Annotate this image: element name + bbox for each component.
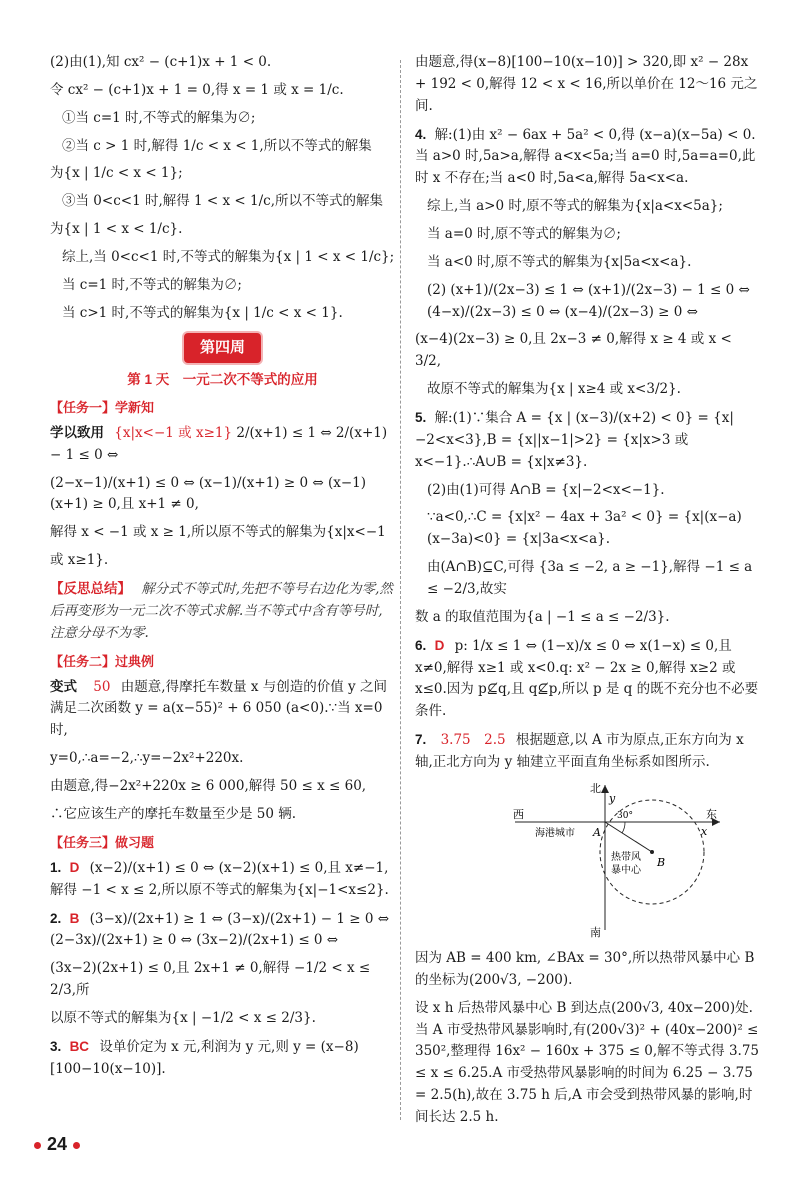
text-line: 因为 AB = 400 km, ∠BAx = 30°,所以热带风暴中心 B 的坐标为(200√3, −200).	[415, 949, 755, 988]
point-b	[650, 850, 654, 854]
question-number: 4.	[415, 126, 427, 142]
text-line: 为{x | 1 < x < 1/c}.	[50, 221, 183, 238]
text-line: 设 x h 后热带风暴中心 B 到达点(200√3, 40x−200)处.当 A 市受热带风暴影响时,有(200√3)² + (40x−200)² ≤ 350²,整理得 16x² − 160x + 375 ≤ 0,解不等式得 3.75 ≤ x ≤ 6.25.A 市受热带风暴影响的时间为 6.25 − 3.75 = 2.5(h),故在 3.75 h 后,A 市会受到热带风暴的影响,时间长达 2.5 h.	[415, 999, 760, 1125]
left-column	[50, 52, 395, 1087]
label-east: 东	[706, 807, 717, 821]
answer: BC	[69, 1038, 90, 1054]
y-axis-arrow	[601, 785, 609, 793]
text-line: 当 a=0 时,原不等式的解集为∅;	[427, 226, 621, 243]
xueyizhiyong-label: 学以致用	[50, 424, 104, 440]
solution: (3−x)/(2x+1) ≥ 1 ⇔ (3−x)/(2x+1) − 1 ≥ 0 ⇔ (2−3x)/(2x+1) ≥ 0 ⇔ (3x−2)/(2x+1) ≤ 0 ⇔	[50, 910, 390, 949]
text-line: 或 x≥1}.	[50, 552, 109, 569]
text-line: (x−4)(2x−3) ≥ 0,且 2x−3 ≠ 0,解得 x ≥ 4 或 x < 3/2,	[415, 331, 732, 370]
question-number: 3.	[50, 1038, 62, 1054]
question-number: 5.	[415, 410, 427, 426]
xueyizhiyong	[50, 422, 395, 467]
question-6	[415, 635, 760, 723]
question-7	[415, 729, 760, 774]
task3-heading: 【任务三】做习题	[50, 834, 155, 850]
question-3	[50, 1036, 395, 1081]
label-a: A	[593, 825, 601, 839]
page-number-text: 24	[47, 1134, 68, 1154]
xueyizhiyong-text: 2/(x+1) ≤ 1 ⇔ 2/(x+1) − 1 ≤ 0 ⇔	[50, 424, 388, 463]
question-5	[415, 407, 760, 474]
reflection	[50, 578, 395, 645]
variant	[50, 676, 395, 743]
text-line: 当 a<0 时,原不等式的解集为{x|5a<x<a}.	[427, 253, 692, 270]
text-line: 故原不等式的解集为{x | x≥4 或 x<3/2}.	[427, 381, 681, 398]
reflection-text: 解分式不等式时,先把不等号右边化为零,然后再变形为一元二次不等式求解.当不等式中含有等号时,注意分母不为零.	[50, 580, 393, 641]
coordinate-diagram	[505, 780, 735, 940]
task2-heading: 【任务二】过典例	[50, 653, 155, 669]
text-line: 为{x | 1/c < x < 1};	[50, 165, 183, 182]
text-line: 综上,当 0<c<1 时,不等式的解集为{x | 1 < x < 1/c};	[62, 249, 395, 266]
text-line: (2−x−1)/(x+1) ≤ 0 ⇔ (x−1)/(x+1) ≥ 0 ⇔ (x−1)(x+1) ≥ 0,且 x+1 ≠ 0,	[50, 474, 366, 513]
label-b: B	[657, 855, 666, 869]
week-title: 第四周	[184, 333, 261, 363]
variant-answer: 50	[93, 678, 111, 695]
text-line: y=0,∴a=−2,∴y=−2x²+220x.	[50, 750, 244, 767]
question-1	[50, 857, 395, 902]
label-storm-1: 热带风	[611, 851, 641, 863]
variant-label: 变式	[50, 678, 77, 694]
variant-text: 由题意,得摩托车数量 x 与创造的价值 y 之间满足二次函数 y = a(x−55)² + 6 050 (a<0).∵当 x=0 时,	[50, 678, 387, 739]
answer: D	[434, 637, 445, 653]
dot-icon	[73, 1142, 80, 1149]
text-line: (2)由(1)可得 A∩B = {x|−2<x<−1}.	[427, 481, 665, 498]
label-storm-2: 暴中心	[611, 864, 641, 876]
text-line: 由题意,得−2x²+220x ≥ 6 000,解得 50 ≤ x ≤ 60,	[50, 778, 367, 795]
text-line: (2) (x+1)/(2x−3) ≤ 1 ⇔ (x+1)/(2x−3) − 1 ≤ 0 ⇔ (4−x)/(2x−3) ≤ 0 ⇔ (x−4)/(2x−3) ≥ 0 ⇔	[427, 281, 750, 320]
right-column	[415, 52, 760, 1135]
text-line: (3x−2)(2x+1) ≤ 0,且 2x+1 ≠ 0,解得 −1/2 < x ≤ 2/3,所	[50, 960, 371, 999]
label-x: x	[701, 824, 708, 838]
text-line: 由(A∩B)⊆C,可得 {3a ≤ −2, a ≥ −1},解得 −1 ≤ a ≤ −2/3,故实	[427, 559, 753, 598]
segment-ab	[605, 822, 652, 852]
label-angle: 30°	[617, 810, 633, 821]
text-line: 数 a 的取值范围为{a | −1 ≤ a ≤ −2/3}.	[415, 608, 670, 625]
xueyizhiyong-answer: {x|x<−1 或 x≥1}	[114, 424, 233, 441]
page-number	[28, 1134, 86, 1155]
day-title: 第 1 天 一元二次不等式的应用	[127, 371, 318, 387]
question-number: 6.	[415, 637, 427, 653]
text-line: 当 c>1 时,不等式的解集为{x | 1/c < x < 1}.	[62, 304, 343, 321]
text-line: ①当 c=1 时,不等式的解集为∅;	[62, 109, 256, 126]
text-line: 由题意,得(x−8)[100−10(x−10)] > 320,即 x² − 28x + 192 < 0,解得 12 < x < 16,所以单价在 12～16 元之间.	[415, 54, 758, 114]
question-number: 7.	[415, 732, 427, 748]
text-line: ∴它应该生产的摩托车数量至少是 50 辆.	[50, 805, 297, 822]
dot-icon	[34, 1142, 41, 1149]
solution: 根据题意,以 A 市为原点,正东方向为 x 轴,正北方向为 y 轴建立平面直角坐标系如图所示.	[415, 732, 744, 771]
solution: 解:(1)由 x² − 6ax + 5a² < 0,得 (x−a)(x−5a) < 0.当 a>0 时,5a>a,解得 a<x<5a;当 a=0 时,5a=a=0,此时 x 不存在;当 a<0 时,5a<a,解得 5a<x<a.	[415, 126, 756, 187]
question-2	[50, 908, 395, 953]
label-y: y	[609, 791, 616, 805]
answer: 3.75 2.5	[440, 732, 506, 749]
coordinate-figure	[505, 780, 735, 940]
text-line: (2)由(1),知 cx² − (c+1)x + 1 < 0.	[50, 54, 272, 70]
text-line: 以原不等式的解集为{x | −1/2 < x ≤ 2/3}.	[50, 1009, 316, 1026]
solution: 解:(1)∵集合 A = {x | (x−3)/(x+2) < 0} = {x|−2<x<3},B = {x||x−1|>2} = {x|x>3 或 x<−1}.∴A∪B = {x|x≠3}.	[415, 410, 734, 470]
answer: D	[69, 859, 80, 875]
question-number: 2.	[50, 910, 62, 926]
label-city: 海港城市	[535, 827, 575, 839]
angle-arc	[622, 822, 625, 833]
text-line: ∵a<0,∴C = {x|x² − 4ax + 3a² < 0} = {x|(x−a)(x−3a)<0} = {x|3a<x<a}.	[427, 509, 742, 548]
solution: p: 1/x ≤ 1 ⇔ (1−x)/x ≤ 0 ⇔ x(1−x) ≤ 0,且 x≠0,解得 x≥1 或 x<0.q: x² − 2x ≥ 0,解得 x≥2 或 x≤0.因为 p⊈q,且 q⊈p,所以 p 是 q 的既不充分也不必要条件.	[415, 637, 759, 720]
reflection-label: 【反思总结】	[50, 580, 131, 596]
column-divider	[400, 60, 401, 1120]
question-4	[415, 124, 760, 191]
label-north: 北	[590, 781, 601, 795]
text-line: ②当 c > 1 时,解得 1/c < x < 1,所以不等式的解集	[62, 137, 372, 154]
label-west: 西	[513, 807, 524, 821]
text-line: 解得 x < −1 或 x ≥ 1,所以原不等式的解集为{x|x<−1	[50, 524, 386, 541]
question-number: 1.	[50, 859, 62, 875]
label-south: 南	[590, 925, 601, 939]
task1-heading: 【任务一】学新知	[50, 399, 155, 415]
text-line: ③当 0<c<1 时,解得 1 < x < 1/c,所以不等式的解集	[62, 193, 384, 210]
week-banner	[50, 333, 395, 363]
solution: 设单价定为 x 元,利润为 y 元,则 y = (x−8)[100−10(x−10)].	[50, 1038, 359, 1077]
answer: B	[69, 910, 80, 926]
text-line: 当 c=1 时,不等式的解集为∅;	[62, 276, 242, 293]
solution: (x−2)/(x+1) ≤ 0 ⇔ (x−2)(x+1) ≤ 0,且 x≠−1,解得 −1 < x ≤ 2,所以原不等式的解集为{x|−1<x≤2}.	[50, 859, 389, 898]
text-line: 综上,当 a>0 时,原不等式的解集为{x|a<x<5a};	[427, 198, 723, 215]
text-line: 令 cx² − (c+1)x + 1 = 0,得 x = 1 或 x = 1/c.	[50, 81, 344, 98]
